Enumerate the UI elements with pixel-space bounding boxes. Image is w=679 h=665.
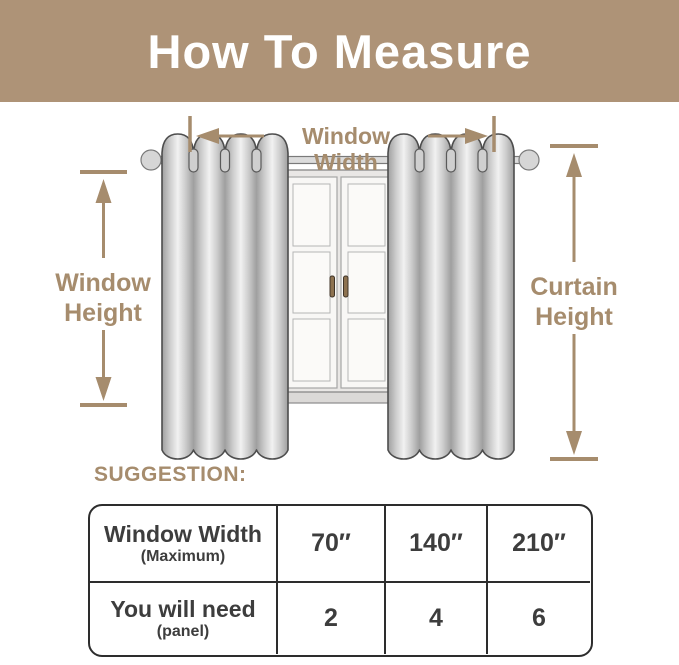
table-cell-panels-1: 2: [278, 583, 386, 654]
rod-finial-left: [141, 150, 161, 170]
window-height-label: [40, 268, 166, 328]
table-header-window-width: [90, 506, 278, 583]
arrow-down-icon: [96, 377, 112, 401]
door-handle-right: [344, 276, 349, 297]
curtain-height-line1: Curtain: [530, 273, 618, 301]
table-row-label: Window Width: [104, 521, 262, 547]
window-width-label: Window Width: [302, 123, 390, 175]
curtain-height-label: [511, 272, 637, 332]
page-title: How To Measure: [147, 24, 532, 78]
table-cell-panels-2: 4: [386, 583, 488, 654]
table-cell-panels-3: 6: [532, 604, 546, 632]
curtain-height-line2: Height: [535, 303, 613, 331]
measurement-diagram: [0, 102, 679, 462]
table-cell-width-1: 70″: [278, 506, 386, 583]
arrow-down-icon: [566, 431, 582, 455]
table-row-sublabel: (Maximum): [140, 548, 226, 565]
arrow-up-icon: [566, 153, 582, 177]
suggestion-heading: SUGGESTION:: [94, 463, 247, 486]
window-height-line1: Window: [55, 269, 151, 297]
suggestion-table: [88, 504, 593, 657]
header-banner: [0, 0, 679, 102]
table-row-label: You will need: [110, 596, 256, 622]
window-left-door: [286, 177, 337, 388]
window-right-door: [341, 177, 392, 388]
table-row-sublabel: (panel): [156, 623, 210, 640]
right-curtain-panel: [388, 134, 514, 459]
table-cell-width-2: 140″: [386, 506, 488, 583]
table-header-you-will-need: [90, 583, 278, 654]
arrow-up-icon: [96, 179, 112, 203]
left-curtain-panel: [162, 134, 288, 459]
door-handle-left: [330, 276, 335, 297]
window-height-line2: Height: [64, 299, 142, 327]
table-cell-width-3: 210″: [488, 506, 590, 583]
rod-finial-right: [519, 150, 539, 170]
